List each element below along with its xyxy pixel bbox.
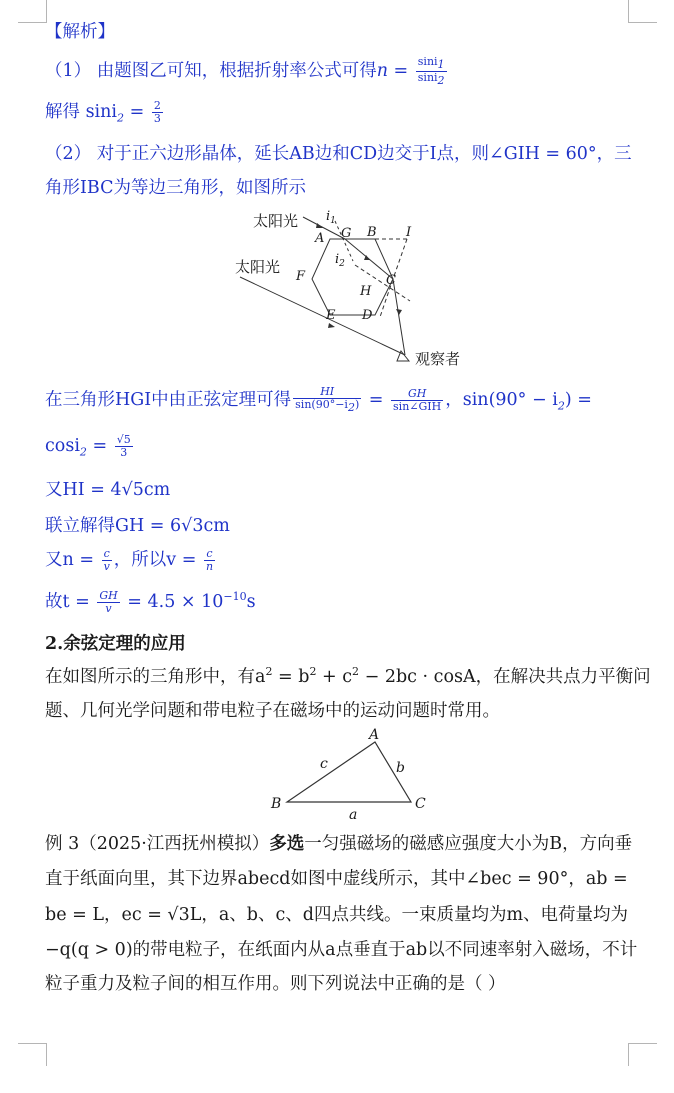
triangle-side-c: c [320,756,328,772]
hex-sun-label-1: 太阳光 [253,212,299,230]
example-line4: −q(q > 0)的带电粒子，在纸面内从a点垂直于ab以不同速率射入磁场，不计 [45,940,638,960]
hex-label-C: C [386,273,396,288]
example-line2: 直于纸面向里，其下边界abecd如图中虚线所示，其中∠bec = 90°，ab = [45,869,628,889]
hex-angle-i1: $i_1$ [326,209,336,226]
hex-label-H: H [360,284,372,299]
example-line1: 例 3（2025·江西抚州模拟）多选一匀强磁场的磁感应强度大小为B，方向垂 [45,834,633,854]
triangle-side-b: b [396,760,405,776]
example-prefix: 例 3（2025·江西抚州模拟） [45,834,270,854]
section2-title: 2.余弦定理的应用 [45,634,186,654]
sine-fraction-2: $\frac{GH}{\text{sin∠GIH}}$ [393,387,442,413]
crop-mark-top-right [628,0,657,23]
hex-label-A: A [315,231,325,246]
part2-line1: （2） 对于正六边形晶体，延长AB边和CD边交于I点，则∠GIH = 60°，三 [45,144,632,164]
hi-line: 又HI = 4√5cm [45,480,171,500]
analysis-heading: 【解析】 [45,22,115,42]
t-fraction: $\frac{GH}{v}$ [99,589,118,615]
example-tag: 多选 [269,834,305,854]
n-fraction-1: $\frac{c}{v}$ [103,547,110,573]
t-line: 故t = $\frac{GH}{v}$ = $4.5 \times 10^{-10}s$ [45,589,256,615]
example-line5: 粒子重力及粒子间的相互作用。则下列说法中正确的是（ ） [45,974,506,994]
triangle-vertex-A: A [369,728,380,743]
hex-label-B: B [367,225,377,240]
part1-text: 由题图乙可知，根据折射率公式可得 [96,61,377,82]
part1-fraction: $\frac{\sin i_1}{\sin i_2}$ [417,55,445,88]
hex-sun-label-2: 太阳光 [235,258,281,276]
gh-line: 联立解得GH = 6√3cm [45,516,230,536]
hex-label-D: D [362,308,373,323]
hex-label-I: I [406,225,412,240]
hex-observer-label: 观察者 [415,350,461,368]
sine-law-line: 在三角形HGI中由正弦定理可得 $\frac{HI}{\sin(90^\circ-i_2)}$ = $\frac{GH}{\text{sin∠GIH}}$ ，$\sin(90^\circ - i_2)$ = [45,385,592,415]
hex-label-G: G [341,226,352,241]
hex-angle-i2: $i_2$ [335,252,345,269]
sine-fraction-1: $\frac{HI}{\sin(90^\circ-i_2)}$ [295,385,360,415]
crop-mark-bottom-left [18,1043,47,1066]
hexagon-crystal-diagram [225,205,475,375]
cos-fraction: $\frac{√5}{3}$ [116,433,131,459]
part1-label: （1） [45,61,92,82]
triangle-diagram [265,728,435,823]
cosine-para-line2: 题、几何光学问题和带电粒子在磁场中的运动问题时常用。 [45,701,500,721]
example-line3: be = L，ec = √3L，a、b、c、d四点共线。一束质量均为m、电荷量均为 [45,905,629,925]
triangle-vertex-B: B [271,796,282,812]
triangle-side-a: a [349,807,358,823]
crop-mark-top-left [18,0,47,23]
hex-label-E: E [326,308,336,323]
part1-line [45,56,449,87]
cosine-para-line1: 在如图所示的三角形中，有$a^2 = b^2 + c^2 - 2bc \cdot \cos A$，在解决共点力平衡问 [45,665,651,687]
part1-formula-lhs: n = [376,61,414,82]
crop-mark-bottom-right [628,1043,657,1066]
triangle-vertex-C: C [415,796,426,812]
solve-sin-line: 解得 sini$_2$ = $\frac{2}{3}$ [45,99,161,125]
hex-label-F: F [296,269,306,284]
cos-line: cosi$_2$ = $\frac{√5}{3}$ [45,433,131,459]
n-line: 又n = $\frac{c}{v}$ ，所以v = $\frac{c}{n}$ [45,547,214,573]
part2-line2: 角形IBC为等边三角形，如图所示 [45,178,306,198]
n-fraction-2: $\frac{c}{n}$ [205,547,214,573]
sin-value-fraction: $\frac{2}{3}$ [153,99,161,125]
